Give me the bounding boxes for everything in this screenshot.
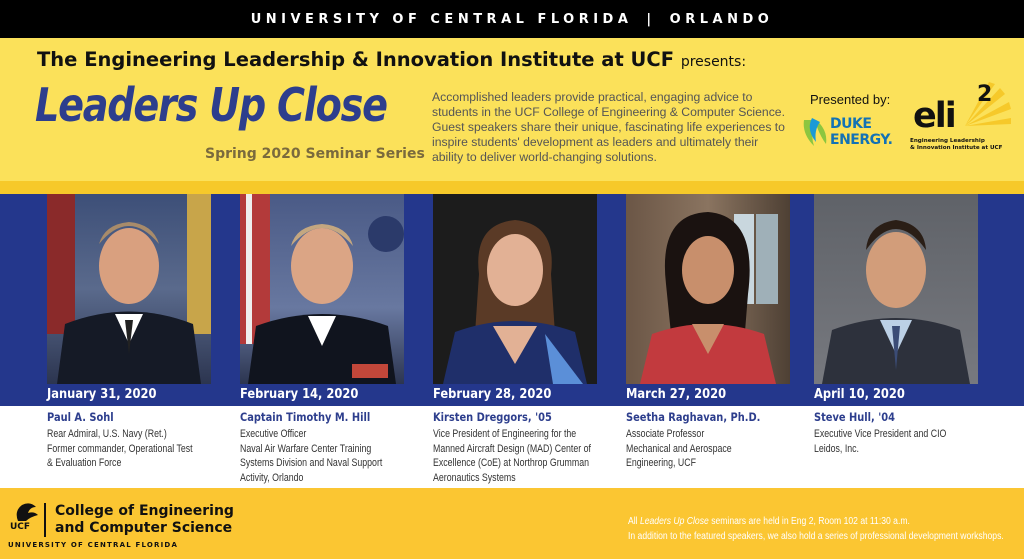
duke-line2: ENERGY. — [830, 132, 893, 148]
duke-energy-logo — [800, 116, 910, 152]
bio-line: Executive Officer — [240, 428, 307, 440]
footer-university: UNIVERSITY OF CENTRAL FLORIDA — [8, 541, 179, 549]
eli-superscript: 2 — [977, 82, 993, 107]
speaker-bio — [47, 427, 207, 471]
speaker-photo — [814, 194, 978, 384]
bio-line: Rear Admiral, U.S. Navy (Ret.) — [47, 428, 167, 440]
speaker-photo — [433, 194, 597, 384]
footer-divider — [44, 503, 46, 537]
speaker-name: Paul A. Sohl — [47, 410, 114, 424]
speaker-date: January 31, 2020 — [47, 386, 157, 402]
speaker-name: Captain Timothy M. Hill — [240, 410, 371, 424]
series-subtitle: Spring 2020 Seminar Series — [205, 146, 425, 162]
bio-line: Vice President of Engineering for the — [433, 428, 577, 440]
college-name — [55, 503, 234, 537]
eli2-logo — [905, 78, 1015, 158]
speaker-portrait-icon — [626, 194, 790, 384]
speaker-portrait-icon — [433, 194, 597, 384]
seminar-note — [628, 514, 1004, 544]
bio-line: Associate Professor — [626, 428, 705, 440]
top-bar-separator: | — [646, 11, 656, 27]
duke-energy-wordmark — [830, 116, 892, 148]
eli-sub-line1: Engineering Leadership — [910, 138, 985, 144]
duke-energy-icon — [800, 116, 830, 150]
bio-line: Aeronautics Systems — [433, 471, 516, 484]
page-title: Leaders Up Close — [35, 78, 387, 132]
eli-subtitle — [910, 138, 1002, 152]
speaker-portrait-icon — [47, 194, 211, 384]
duke-line1: DUKE — [830, 116, 872, 132]
speaker-portrait-icon — [814, 194, 978, 384]
speaker-name: Steve Hull, '04 — [814, 410, 895, 424]
speaker-date: February 14, 2020 — [240, 386, 359, 402]
bio-line: Activity, Orlando — [240, 471, 304, 484]
top-bar-university: UNIVERSITY OF CENTRAL FLORIDA — [250, 11, 633, 27]
eli-wordmark: eli — [913, 96, 955, 136]
eli-sub-line2: & Innovation Institute at UCF — [910, 145, 1003, 151]
note-italic: Leaders Up Close — [639, 516, 709, 527]
speaker-date: April 10, 2020 — [814, 386, 905, 402]
speaker-name: Kirsten Dreggors, '05 — [433, 410, 552, 424]
note-line2: In addition to the featured speakers, we also hold a series of professional development workshops. — [628, 531, 1004, 542]
college-line1: College of Engineering — [55, 503, 234, 519]
speaker-bio — [626, 427, 786, 471]
presenter-line — [37, 48, 746, 71]
speaker-portrait-icon — [240, 194, 404, 384]
bio-line: Naval Air Warfare Center Training — [240, 442, 372, 455]
bio-line: Engineering, UCF — [626, 457, 696, 469]
presented-by-label: Presented by: — [810, 92, 891, 107]
presenter-name: The Engineering Leadership & Innovation Institute at UCF — [37, 48, 675, 71]
bio-line: & Evaluation Force — [47, 457, 122, 469]
college-line2: and Computer Science — [55, 520, 233, 536]
header-strip — [0, 181, 1024, 194]
speaker-bio — [814, 427, 974, 456]
ucf-mark: UCF — [10, 522, 31, 532]
bio-line: Leidos, Inc. — [814, 442, 860, 455]
bio-line: Manned Aircraft Design (MAD) Center of — [433, 442, 591, 455]
note-line1 — [628, 514, 1004, 529]
description: Accomplished leaders provide practical, engaging advice to students in the UCF College of Engineering & Computer Science. Guest speakers share their unique, fascinating life experiences to inspire students' development as leaders and ultimately their ability to deliver world-changing solutions. — [432, 90, 785, 164]
presents-label: presents: — [680, 54, 747, 70]
speaker-name: Seetha Raghavan, Ph.D. — [626, 410, 761, 424]
speaker-date: February 28, 2020 — [433, 386, 552, 402]
speaker-bio — [240, 427, 400, 485]
speaker-date: March 27, 2020 — [626, 386, 727, 402]
speaker-photo — [626, 194, 790, 384]
speaker-photo — [47, 194, 211, 384]
speaker-photo — [240, 194, 404, 384]
bio-line: Executive Vice President and CIO — [814, 428, 947, 440]
speaker-bio — [433, 427, 593, 485]
pegasus-icon — [8, 501, 44, 523]
bio-line: Former commander, Operational Test — [47, 442, 193, 455]
ucf-pegasus-logo — [8, 501, 44, 539]
bio-line: Excellence (CoE) at Northrop Grumman — [433, 457, 590, 469]
note-suffix: seminars are held in Eng 2, Room 102 at 11:30 a.m. — [708, 516, 910, 527]
bio-line: Mechanical and Aerospace — [626, 442, 732, 455]
note-prefix: All — [628, 516, 640, 527]
top-bar — [0, 0, 1024, 38]
top-bar-city: ORLANDO — [669, 11, 774, 27]
bio-line: Systems Division and Naval Support — [240, 457, 383, 469]
